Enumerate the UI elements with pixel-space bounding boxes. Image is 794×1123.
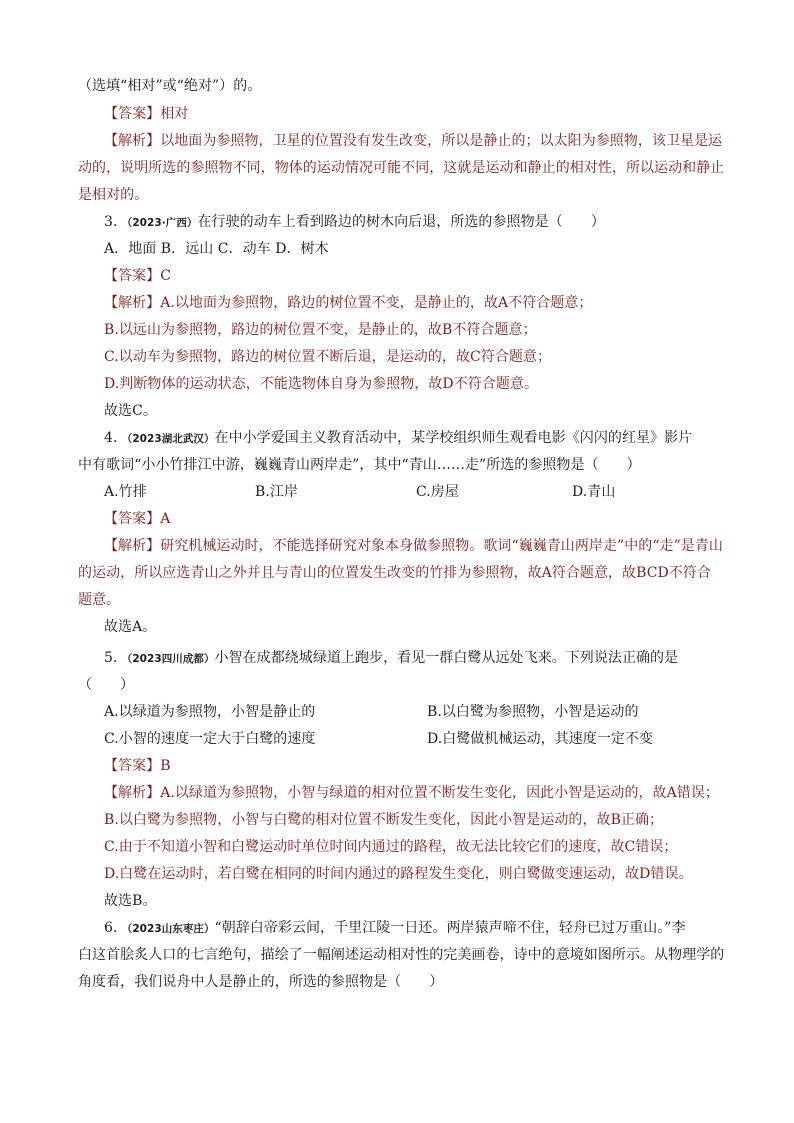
q5-explanation-line-2: B.以白鹭为参照物，小智与白鹭的相对位置不断发生变化，因此小智是运动的，故B正确； <box>104 812 664 828</box>
q5-options-row-1 <box>104 702 744 722</box>
q3-explanation-line-4: D.判断物体的运动状态，不能选物体自身为参照物，故D不符合题意。 <box>104 376 538 392</box>
q3-explanation-line-1: 【解析】A.以地面为参照物，路边的树位置不变，是静止的，故A不符合题意； <box>104 295 593 311</box>
answer-tag: 【答案】 <box>104 758 161 774</box>
q2-explanation-line-2: 动的，说明所选的参照物不同，物体的运动情况可能不同，这就是运动和静止的相对性，所以运动和静止 <box>78 160 725 176</box>
q5-stem-line-2: （ ） <box>78 677 135 693</box>
option-c: C.房屋 <box>416 484 459 500</box>
q4-options <box>104 482 744 502</box>
option-a: A.竹排 <box>104 484 147 500</box>
q4-explanation-line-3: 题意。 <box>78 592 121 608</box>
q5-stem-line-1: 5．（2023四川成都）小智在成都绕城绿道上跑步，看见一群白鹭从远处飞来。下列说法正确的是 <box>104 650 679 666</box>
q3-stem: 3．（2023·广西）在行驶的动车上看到路边的树木向后退，所选的参照物是（ ） <box>104 214 605 230</box>
q4-explanation-line-1: 【解析】研究机械运动时，不能选择研究对象本身做参照物。歌词“巍巍青山两岸走”中的“走”是青山 <box>104 538 723 554</box>
q5-explanation-line-3: C.由于不知道小智和白鹭运动时单位时间内通过的路程，故无法比较它们的速度，故C错误； <box>104 839 678 855</box>
q4-stem-line-1: 4．（2023湖北武汉）在中小学爱国主义教育活动中，某学校组织师生观看电影《闪闪的红星》影片 <box>104 430 693 446</box>
question-number: 6． <box>104 920 128 936</box>
option-a: A.以绿道为参照物，小智是静止的 <box>104 704 316 720</box>
q5-options-row-2 <box>104 729 744 749</box>
question-number: 5． <box>104 650 128 666</box>
q6-stem-line-2: 白这首脍炙人口的七言绝句，描绘了一幅阐述运动相对性的完美画卷，诗中的意境如图所示。从物理学的 <box>78 947 725 963</box>
q5-answer-line <box>104 756 744 776</box>
q3-explanation-line-3: C.以动车为参照物，路边的树位置不断后退，是运动的，故C符合题意； <box>104 349 552 365</box>
question-source: （2023湖北武汉） <box>127 433 215 445</box>
question-source: （2023·广西） <box>127 217 198 229</box>
q2-explanation-line-3: 是相对的。 <box>78 187 149 203</box>
q2-explanation-line-1: 【解析】以地面为参照物，卫星的位置没有发生改变，所以是静止的；以太阳为参照物，该卫星是运 <box>104 133 723 149</box>
q5-explanation-line-1: 【解析】A.以绿道为参照物，小智与绿道的相对位置不断发生变化，因此小智是运动的，故A错误； <box>104 785 719 801</box>
q4-stem-line-2: 中有歌词“小小竹排江中游，巍巍青山两岸走”，其中“青山……走”所选的参照物是（ ） <box>78 457 641 473</box>
answer-tag: 【答案】 <box>104 268 161 284</box>
answer-value: C <box>160 268 171 284</box>
q4-explanation-line-2: 的运动，所以应选青山之外并且与青山的位置发生改变的竹排为参照物，故A符合题意，故BCD不符合 <box>78 565 711 581</box>
q4-answer-line <box>104 509 744 529</box>
answer-value: 相对 <box>160 106 189 122</box>
q5-explanation-line-4: D.白鹭在运动时，若白鹭在相同的时间内通过的路程发生变化，则白鹭做变速运动，故D错误。 <box>104 866 693 882</box>
option-c: C.小智的速度一定大于白鹭的速度 <box>104 731 316 747</box>
q3-choose: 故选C。 <box>104 403 157 419</box>
answer-value: A <box>160 511 171 527</box>
explanation-tag: 【解析】 <box>104 133 161 149</box>
explanation-tag: 【解析】 <box>104 785 161 801</box>
question-number: 4． <box>104 430 128 446</box>
answer-value: B <box>160 758 171 774</box>
question-source: （2023山东枣庄） <box>127 923 215 935</box>
question-source: （2023四川成都） <box>127 653 215 665</box>
q4-choose: 故选A。 <box>104 619 157 635</box>
q6-stem-line-1: 6．（2023山东枣庄）“朝辞白帝彩云间，千里江陵一日还。两岸猿声啼不住，轻舟已过万重山。”李 <box>104 920 686 936</box>
q2-answer-line <box>104 104 744 124</box>
answer-tag: 【答案】 <box>104 511 161 527</box>
question-number: 3． <box>104 214 128 230</box>
answer-tag: 【答案】 <box>104 106 161 122</box>
q6-stem-line-3: 角度看，我们说舟中人是静止的，所选的参照物是（ ） <box>78 974 444 990</box>
option-d: D.青山 <box>572 484 616 500</box>
option-d: D.白鹭做机械运动，其速度一定不变 <box>427 731 654 747</box>
q3-explanation-line-2: B.以远山为参照物，路边的树位置不变，是静止的，故B不符合题意； <box>104 322 537 338</box>
option-b: B.江岸 <box>255 484 298 500</box>
explanation-tag: 【解析】 <box>104 538 161 554</box>
option-b: B.以白鹭为参照物，小智是运动的 <box>427 704 639 720</box>
q3-options: A．地面 B．远山 C．动车 D．树木 <box>104 241 329 257</box>
explanation-tag: 【解析】 <box>104 295 161 311</box>
q3-answer-line <box>104 266 744 286</box>
q2-continuation: （选填“相对”或“绝对”）的。 <box>78 78 262 94</box>
q5-choose: 故选B。 <box>104 893 157 909</box>
